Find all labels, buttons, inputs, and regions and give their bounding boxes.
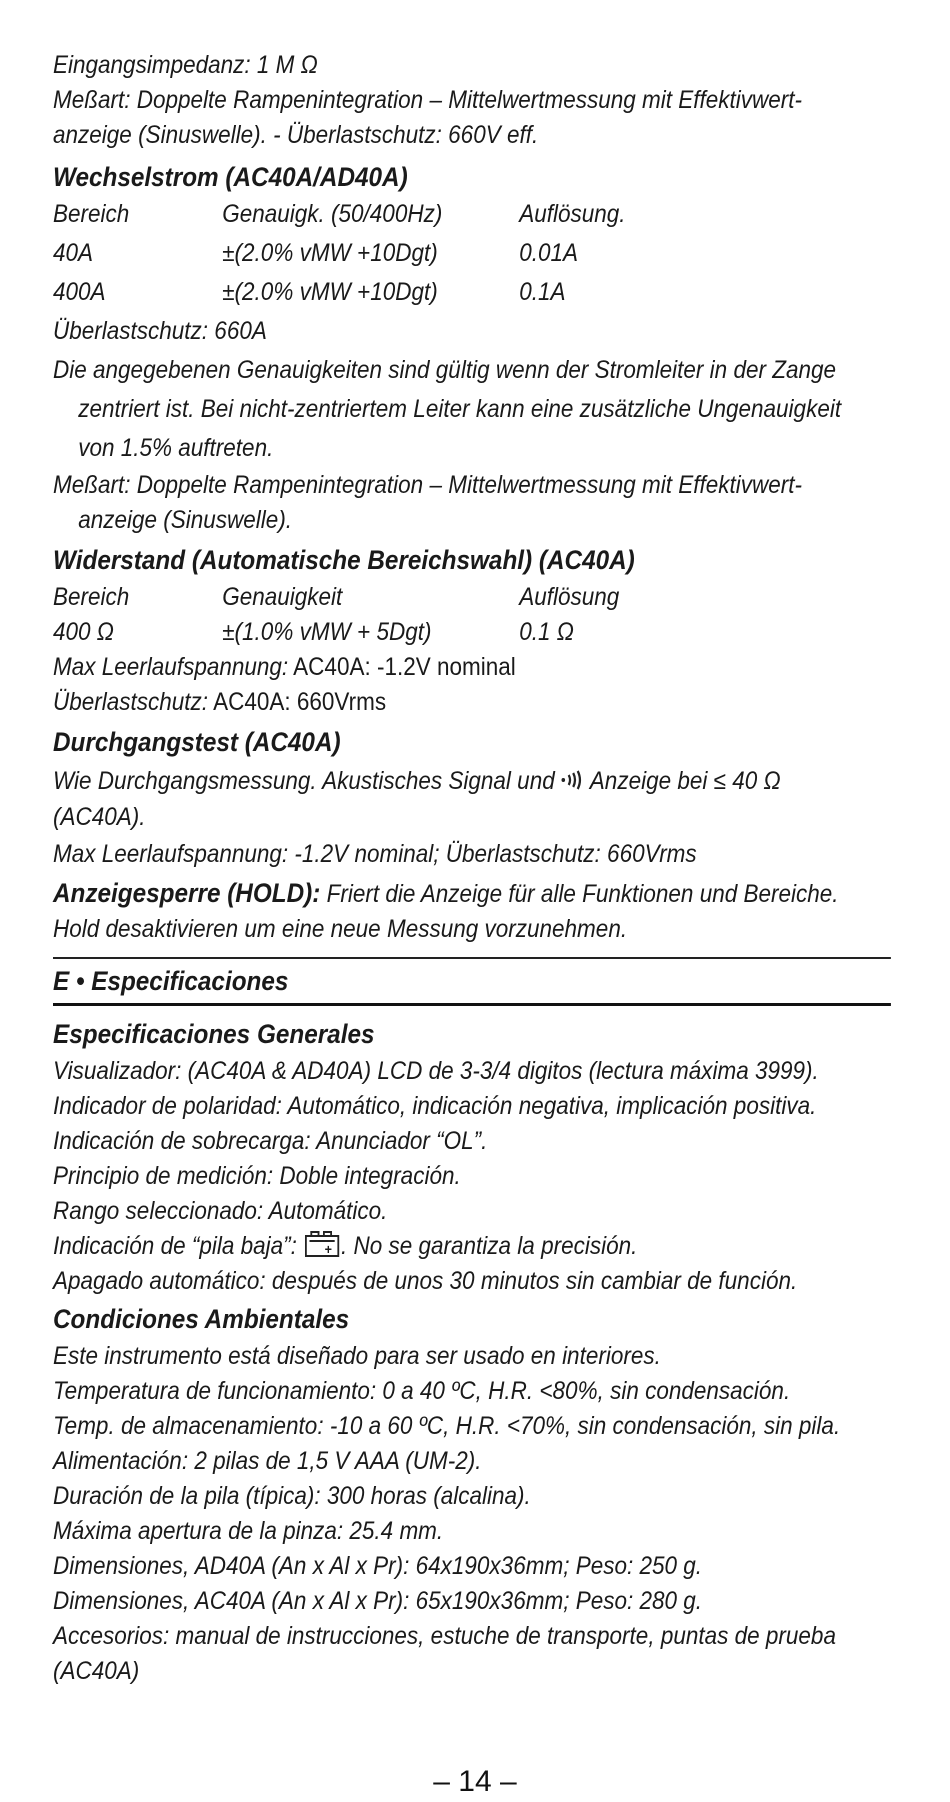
resistance-overload <box>53 685 899 720</box>
env-line: Temperatura de funcionamiento: 0 a 40 ºC, H.R. <80%, sin condensación. <box>53 1376 791 1405</box>
ac-table-header <box>53 197 899 232</box>
col-header: Genauigkeit <box>222 583 343 611</box>
col-header: Bereich <box>53 200 130 228</box>
ac-heading: Wechselstrom (AC40A/AD40A) <box>53 162 408 192</box>
ac-note: zentriert ist. Bei nicht-zentriertem Leiter kann eine zusätzliche Ungenauigkeit <box>78 395 842 423</box>
continuity-line <box>53 764 899 800</box>
col-header: Genauigk. (50/400Hz) <box>222 200 443 228</box>
table-row <box>53 275 899 310</box>
section-title: E • Especificaciones <box>53 965 289 996</box>
resolution-cell: 0.1 Ω <box>519 618 574 646</box>
continuity-line: Max Leerlaufspannung: -1.2V nominal; Überlastschutz: 660Vrms <box>53 839 697 868</box>
ac-note: von 1.5% auftreten. <box>78 434 274 462</box>
general-line: Visualizador: (AC40A & AD40A) LCD de 3-3/4 digitos (lectura máxima 3999). <box>53 1056 819 1085</box>
env-line: Dimensiones, AC40A (An x Al x Pr): 65x190x36mm; Peso: 280 g. <box>53 1586 703 1615</box>
manual-page <box>53 48 899 1689</box>
hold-line <box>53 876 899 912</box>
general-line: Indicación de sobrecarga: Anunciador “OL”. <box>53 1126 488 1155</box>
env-line: (AC40A) <box>53 1656 140 1685</box>
range-cell: 400 Ω <box>53 618 114 646</box>
hold-label: Anzeigesperre (HOLD): <box>53 877 321 908</box>
overload-value: AC40A: 660Vrms <box>208 688 387 716</box>
general-line: Principio de medición: Doble integración. <box>53 1161 461 1190</box>
continuity-text: Anzeige bei ≤ 40 Ω <box>584 767 781 795</box>
ac-overload: Überlastschutz: 660A <box>53 317 267 345</box>
resolution-cell: 0.1A <box>519 278 566 306</box>
general-line: Indicador de polaridad: Automático, indicación negativa, implicación positiva. <box>53 1091 817 1120</box>
sound-wave-icon <box>561 765 584 800</box>
env-line: Máxima apertura de la pinza: 25.4 mm. <box>53 1516 444 1545</box>
battery-text: Indicación de “pila baja”: <box>53 1231 304 1260</box>
general-heading: Especificaciones Generales <box>53 1018 375 1049</box>
env-line: Temp. de almacenamiento: -10 a 60 ºC, H.R. <70%, sin condensación, sin pila. <box>53 1411 841 1440</box>
page-number: – 14 – <box>433 1765 517 1798</box>
hold-text: Friert die Anzeige für alle Funktionen und Bereiche. <box>320 879 839 908</box>
resistance-table-header <box>53 580 899 615</box>
range-cell: 400A <box>53 278 106 306</box>
hold-line: Hold desaktivieren um eine neue Messung vorzunehmen. <box>53 914 628 943</box>
env-line: Dimensiones, AD40A (An x Al x Pr): 64x190x36mm; Peso: 250 g. <box>53 1551 703 1580</box>
input-impedance: Eingangsimpedanz: 1 M Ω <box>53 51 318 79</box>
env-line: Duración de la pila (típica): 300 horas (alcalina). <box>53 1481 531 1510</box>
accuracy-cell: ±(2.0% vMW +10Dgt) <box>222 239 438 267</box>
env-line: Accesorios: manual de instrucciones, estuche de transporte, puntas de prueba <box>53 1621 836 1650</box>
col-header: Auflösung. <box>519 200 626 228</box>
accuracy-cell: ±(1.0% vMW + 5Dgt) <box>222 618 432 646</box>
resistance-heading: Widerstand (Automatische Bereichswahl) (AC40A) <box>53 545 635 575</box>
general-line <box>53 1229 899 1264</box>
env-line: Este instrumento está diseñado para ser usado en interiores. <box>53 1341 661 1370</box>
section-divider <box>53 1003 891 1006</box>
overload-label: Überlastschutz: <box>53 688 209 716</box>
ac-method: anzeige (Sinuswelle). <box>78 506 293 534</box>
env-heading: Condiciones Ambientales <box>53 1303 350 1334</box>
voltage-label: Max Leerlaufspannung: <box>53 653 289 681</box>
general-line: Rango seleccionado: Automático. <box>53 1196 388 1225</box>
battery-text: . No se garantiza la precisión. <box>340 1231 638 1260</box>
continuity-text: Wie Durchgangsmessung. Akustisches Signal und <box>53 767 561 795</box>
col-header: Auflösung <box>519 583 620 611</box>
col-header: Bereich <box>53 583 130 611</box>
continuity-heading: Durchgangstest (AC40A) <box>53 727 341 757</box>
battery-icon: + <box>305 1235 339 1257</box>
voltage-value: AC40A: -1.2V nominal <box>288 653 516 681</box>
ac-note: Die angegebenen Genauigkeiten sind gültig wenn der Stromleiter in der Zange <box>53 356 837 384</box>
general-line: Apagado automático: después de unos 30 minutos sin cambiar de función. <box>53 1266 798 1295</box>
measure-method-line: anzeige (Sinuswelle). - Überlastschutz: 660V eff. <box>53 121 539 149</box>
section-divider <box>53 957 891 959</box>
table-row <box>53 615 899 650</box>
range-cell: 40A <box>53 239 94 267</box>
resolution-cell: 0.01A <box>519 239 579 267</box>
resistance-voltage <box>53 650 899 685</box>
accuracy-cell: ±(2.0% vMW +10Dgt) <box>222 278 438 306</box>
continuity-line: (AC40A). <box>53 802 146 831</box>
table-row <box>53 236 899 271</box>
env-line: Alimentación: 2 pilas de 1,5 V AAA (UM-2). <box>53 1446 482 1475</box>
measure-method-line: Meßart: Doppelte Rampenintegration – Mittelwertmessung mit Effektivwert- <box>53 86 803 114</box>
ac-method: Meßart: Doppelte Rampenintegration – Mittelwertmessung mit Effektivwert- <box>53 471 803 499</box>
